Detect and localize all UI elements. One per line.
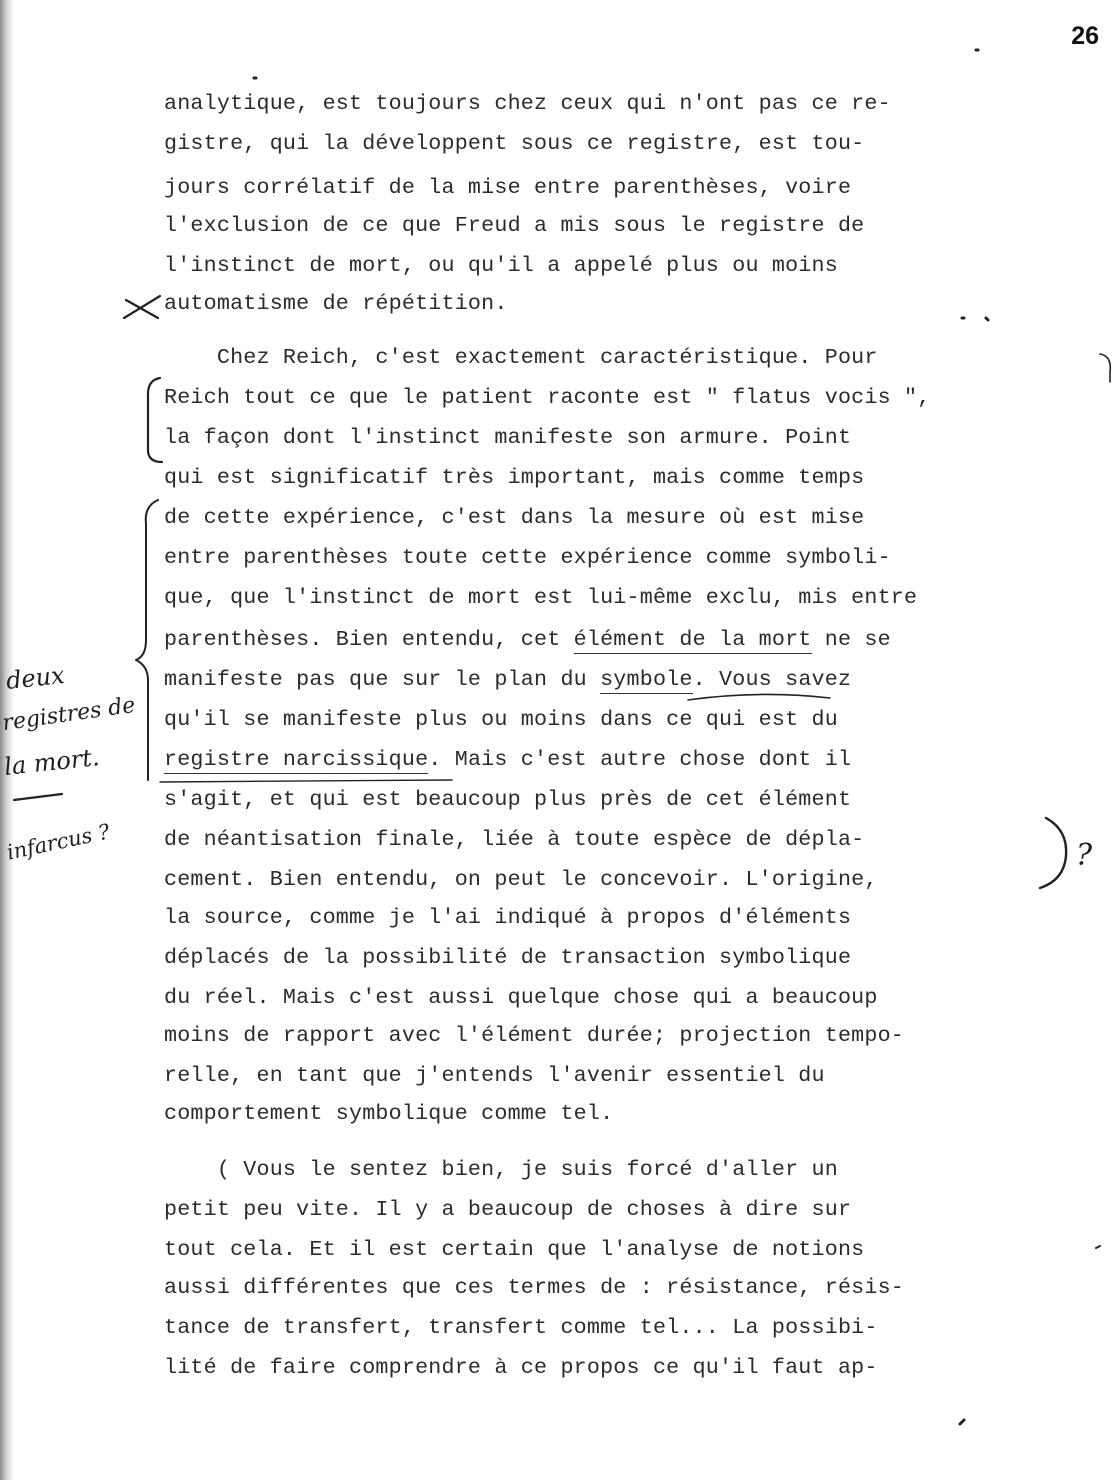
- text-line: tout cela. Et il est certain que l'analyse de notions: [164, 1237, 865, 1262]
- text-line: de cette expérience, c'est dans la mesure où est mise: [164, 505, 865, 530]
- underlined-phrase-element-mort: élément de la mort: [573, 627, 812, 652]
- text-line: la source, comme je l'ai indiqué à propos d'éléments: [164, 905, 852, 930]
- text-segment: parenthèses. Bien entendu, cet: [164, 627, 574, 652]
- text-line: Reich tout ce que le patient raconte est " flatus vocis ",: [164, 385, 931, 410]
- text-line: relle, en tant que j'entends l'avenir essentiel du: [164, 1063, 825, 1088]
- text-segment: ne se: [811, 627, 891, 652]
- underlined-phrase-symbole: symbole: [600, 667, 693, 692]
- text-segment: . Vous savez: [692, 667, 852, 692]
- text-line: moins de rapport avec l'élément durée; projection tempo-: [164, 1023, 905, 1048]
- text-line: qui est significatif très important, mais comme temps: [164, 465, 865, 490]
- underline-stroke-narcissique: [160, 780, 452, 782]
- text-segment: . Mais c'est autre chose dont il: [428, 747, 852, 772]
- text-line: tance de transfert, transfert comme tel... La possibi-: [164, 1315, 878, 1340]
- margin-note-line: registres de: [0, 692, 137, 737]
- margin-dash: [14, 794, 62, 800]
- right-margin-question-mark: ?: [1076, 838, 1093, 873]
- text-line: qu'il se manifeste plus ou moins dans ce qui est du: [164, 707, 838, 732]
- text-line: du réel. Mais c'est aussi quelque chose qui a beaucoup: [164, 985, 878, 1010]
- text-line: aussi différentes que ces termes de : résistance, résis-: [164, 1275, 905, 1300]
- margin-note-question: infarcus ?: [4, 819, 112, 865]
- text-line: la façon dont l'instinct manifeste son armure. Point: [164, 425, 852, 450]
- text-line: analytique, est toujours chez ceux qui n'ont pas ce re-: [164, 91, 891, 116]
- text-line: automatisme de répétition.: [164, 291, 508, 316]
- text-line: déplacés de la possibilité de transaction symbolique: [164, 945, 852, 970]
- stray-dot: [1096, 1246, 1100, 1248]
- right-bracket-deplacement: [1040, 818, 1066, 888]
- underline-stroke-symbole: [688, 694, 830, 700]
- text-line: cement. Bien entendu, on peut le concevoir. L'origine,: [164, 867, 878, 892]
- text-line: comportement symbolique comme tel.: [164, 1101, 614, 1126]
- text-line: entre parenthèses toute cette expérience comme symboli-: [164, 545, 891, 570]
- text-line: lité de faire comprendre à ce propos ce qu'il faut ap-: [164, 1355, 878, 1380]
- underlined-phrase-registre-narcissique: registre narcissique: [164, 747, 429, 772]
- paragraph-start-line: Chez Reich, c'est exactement caractéristique. Pour: [164, 345, 878, 370]
- stray-dot: [962, 318, 988, 320]
- text-line: jours corrélatif de la mise entre parenthèses, voire: [164, 175, 852, 200]
- paragraph-start-line: ( Vous le sentez bien, je suis forcé d'aller un: [164, 1157, 838, 1182]
- margin-note-line: la mort.: [2, 743, 101, 781]
- text-line: l'exclusion de ce que Freud a mis sous le registre de: [164, 213, 865, 238]
- left-bracket-long: [136, 500, 158, 780]
- text-line: gistre, qui la développent sous ce registre, est tou-: [164, 131, 865, 156]
- margin-note-line: deux: [4, 661, 66, 695]
- stray-dot: [960, 1420, 964, 1424]
- text-line: de néantisation finale, liée à toute espèce de dépla-: [164, 827, 865, 852]
- text-line: l'instinct de mort, ou qu'il a appelé plus ou moins: [164, 253, 838, 278]
- text-line: que, que l'instinct de mort est lui-même exclu, mis entre: [164, 585, 918, 610]
- cross-mark: [124, 296, 160, 318]
- page-number: 26: [1071, 22, 1099, 50]
- text-line: petit peu vite. Il y a beaucoup de choses à dire sur: [164, 1197, 852, 1222]
- text-segment: manifeste pas que sur le plan du: [164, 667, 601, 692]
- right-edge-mark: [1100, 354, 1110, 382]
- text-line: s'agit, et qui est beaucoup plus près de cet élément: [164, 787, 852, 812]
- left-bracket-reich: [148, 378, 162, 462]
